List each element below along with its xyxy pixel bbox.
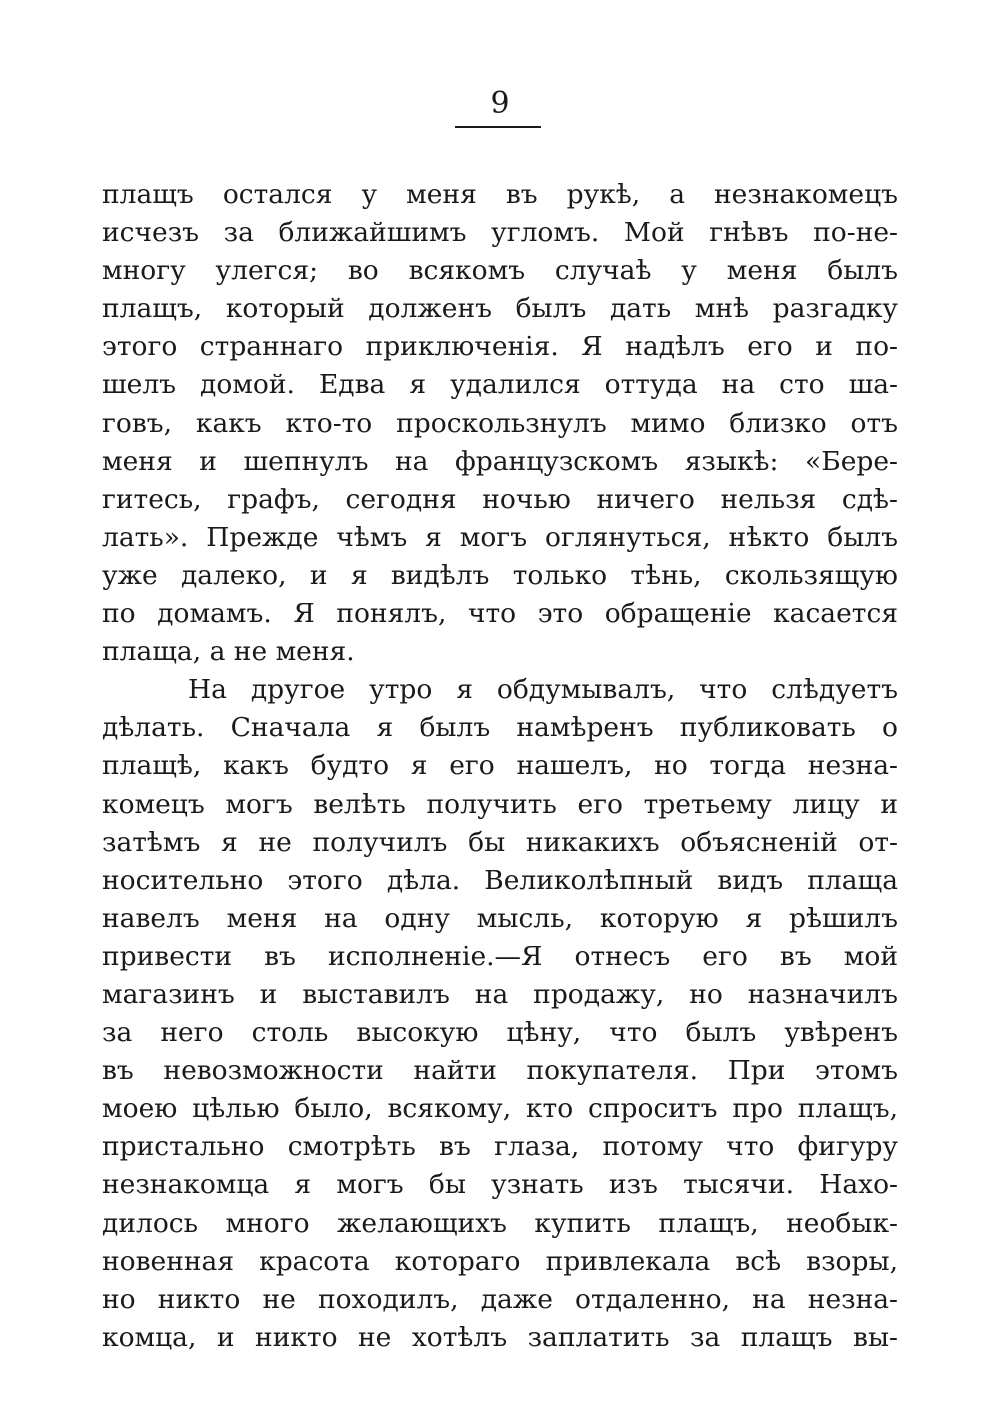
paragraph-start-line: На другое утро я обдумывалъ, что слѣдуетъ: [188, 674, 898, 706]
text-line: комецъ могъ велѣть получить его третьему лицу и: [102, 788, 898, 820]
text-line: исчезъ за ближайшимъ угломъ. Мой гнѣвъ по-не-: [102, 217, 898, 249]
page-number-rule: [455, 126, 541, 128]
text-line: комца, и никто не хотѣлъ заплатить за плащъ вы-: [102, 1321, 898, 1353]
text-line: дѣлать. Сначала я былъ намѣренъ публиковать о: [102, 712, 898, 744]
text-line: магазинъ и выставилъ на продажу, но назначилъ: [102, 978, 898, 1010]
text-line: плащѣ, какъ будто я его нашелъ, но тогда незна-: [102, 750, 898, 782]
text-line: въ невозможности найти покупателя. При этомъ: [102, 1055, 898, 1087]
text-line: пристально смотрѣть въ глаза, потому что фигуру: [102, 1131, 898, 1163]
text-line: говъ, какъ кто-то проскользнулъ мимо близко отъ: [102, 407, 898, 439]
text-line: затѣмъ я не получилъ бы никакихъ объясненій от-: [102, 826, 898, 858]
text-line: новенная красота котораго привлекала всѣ взоры,: [102, 1245, 898, 1277]
text-line: плащъ остался у меня въ рукѣ, а незнакомецъ: [102, 179, 898, 210]
text-line: привести въ исполненіе.—Я отнесъ его въ мой: [102, 940, 898, 972]
text-line: этого страннаго приключенія. Я надѣлъ его и по-: [102, 331, 898, 363]
text-line: многу улегся; во всякомъ случаѣ у меня былъ: [102, 255, 898, 287]
text-line: незнакомца я могъ бы узнать изъ тысячи. Нахо-: [102, 1169, 898, 1201]
text-line: носительно этого дѣла. Великолѣпный видъ плаща: [102, 864, 898, 896]
body-text: [102, 176, 898, 1357]
text-line: за него столь высокую цѣну, что былъ увѣренъ: [102, 1017, 898, 1049]
text-line: лать». Прежде чѣмъ я могъ оглянуться, нѣкто былъ: [102, 521, 898, 553]
text-line: плащъ, который долженъ былъ дать мнѣ разгадку: [102, 293, 898, 325]
text-line: но никто не походилъ, даже отдаленно, на незна-: [102, 1283, 898, 1315]
page-number: 9: [490, 86, 510, 121]
text-line: шелъ домой. Едва я удалился оттуда на сто ша-: [102, 369, 898, 401]
text-line: гитесь, графъ, сегодня ночью ничего нельзя сдѣ-: [102, 483, 898, 515]
text-line: моею цѣлью было, всякому, кто спроситъ про плащъ,: [102, 1093, 898, 1125]
text-line: навелъ меня на одну мысль, которую я рѣшилъ: [102, 902, 898, 934]
text-line: меня и шепнулъ на французскомъ языкѣ: «Бере-: [102, 445, 898, 477]
text-line: уже далеко, и я видѣлъ только тѣнь, скользящую: [102, 559, 898, 591]
paragraph-end-line: плаща, а не меня.: [102, 636, 355, 668]
text-line: дилось много желающихъ купить плащъ, необык-: [102, 1207, 898, 1239]
text-line: по домамъ. Я понялъ, что это обращеніе касается: [102, 598, 898, 630]
